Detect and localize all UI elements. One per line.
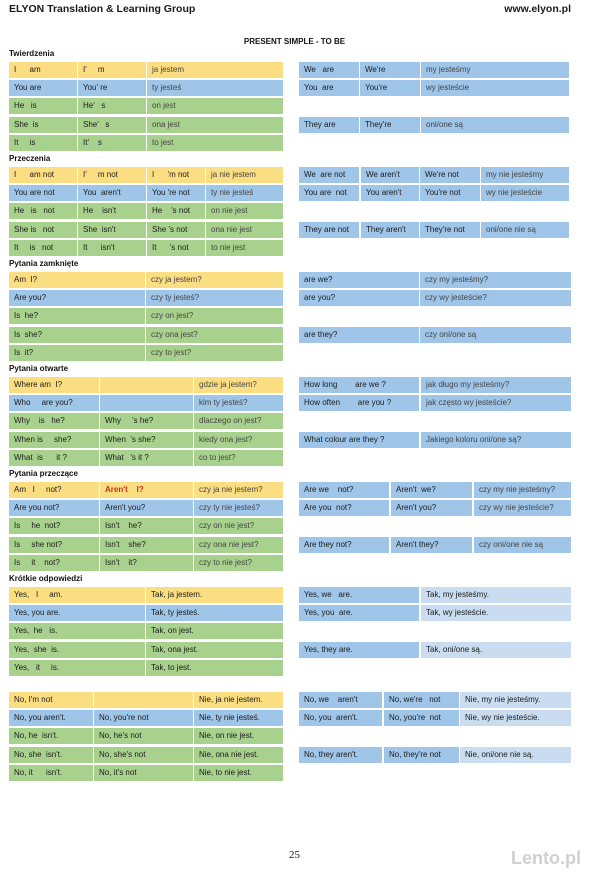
- table-cell: Tak, my jesteśmy.: [421, 587, 571, 603]
- table-cell: He 's not: [147, 203, 205, 219]
- table-cell: Are you not?: [299, 500, 389, 516]
- table-cell: Yes, he is.: [9, 623, 145, 639]
- table-cell: Tak, ja jestem.: [146, 587, 283, 603]
- table-cell: They are not: [299, 222, 359, 238]
- table-cell: czy wy nie jesteście?: [474, 500, 571, 516]
- table-cell: ja nie jestem: [206, 167, 283, 183]
- table-cell: Is he?: [9, 308, 145, 324]
- table-cell: Nie, to nie jest.: [194, 765, 283, 781]
- table-cell: You aren't: [361, 185, 419, 201]
- table-cell: czy to jest?: [146, 345, 283, 361]
- section-przeczenia: Przeczenia: [9, 154, 51, 163]
- section-pytania-przeczace: Pytania przeczące: [9, 469, 78, 478]
- table-cell: Yes, we are.: [299, 587, 419, 603]
- company-name: ELYON Translation & Learning Group: [9, 3, 196, 15]
- table-cell: We aren't: [361, 167, 419, 183]
- section-pytania-otwarte: Pytania otwarte: [9, 364, 69, 373]
- table-cell: We're: [360, 62, 420, 78]
- table-cell: Am I not?: [9, 482, 99, 498]
- table-cell: He isn't: [78, 203, 146, 219]
- table-cell: Are you not?: [9, 500, 99, 516]
- table-cell: Isn't she?: [100, 537, 193, 553]
- table-cell: Is she?: [9, 327, 145, 343]
- table-cell: You aren't: [78, 185, 146, 201]
- table-cell: How long are we ?: [299, 377, 419, 393]
- website-url[interactable]: www.elyon.pl: [504, 3, 571, 15]
- table-cell: ona nie jest: [206, 222, 283, 238]
- table-cell: czy my jesteśmy?: [420, 272, 571, 288]
- table-cell: You are not: [9, 185, 77, 201]
- table-cell: It 's not: [147, 240, 205, 256]
- table-cell: It is: [9, 135, 77, 151]
- page-number: 25: [289, 849, 300, 861]
- table-cell: Nie, oni/one nie są.: [460, 747, 571, 763]
- table-cell: I 'm not: [147, 167, 205, 183]
- table-cell: wy jesteście: [421, 80, 569, 96]
- table-cell: No, it isn't.: [9, 765, 93, 781]
- table-cell: Are they not?: [299, 537, 389, 553]
- table-cell: How often are you ?: [299, 395, 419, 411]
- table-cell: czy ona jest?: [146, 327, 283, 343]
- table-cell: They aren't: [361, 222, 419, 238]
- table-cell: Aren't we?: [391, 482, 472, 498]
- table-cell: We are not: [299, 167, 359, 183]
- table-cell: Is he not?: [9, 518, 99, 534]
- table-cell: I' m not: [78, 167, 146, 183]
- table-cell: Where am I?: [9, 377, 99, 393]
- table-cell: You're: [360, 80, 420, 96]
- table-cell: [100, 395, 193, 411]
- table-cell: oni/one są: [421, 117, 569, 133]
- table-cell: Why 's he?: [100, 413, 193, 429]
- table-cell: Yes, they are.: [299, 642, 419, 658]
- table-cell: No, she isn't.: [9, 747, 93, 763]
- table-cell: She isn't: [78, 222, 146, 238]
- table-cell: Why is he?: [9, 413, 99, 429]
- table-cell: Nie, my nie jesteśmy.: [460, 692, 571, 708]
- table-cell: She 's not: [147, 222, 205, 238]
- table-cell: I am not: [9, 167, 77, 183]
- section-pytania-zamkniete: Pytania zamknięte: [9, 259, 79, 268]
- table-cell: czy ja jestem?: [146, 272, 283, 288]
- table-cell: Yes, I am.: [9, 587, 145, 603]
- table-cell: Am I?: [9, 272, 145, 288]
- table-cell: No, he isn't.: [9, 728, 93, 744]
- table-cell: Nie, on nie jest.: [194, 728, 283, 744]
- table-cell: Yes, you are.: [299, 605, 419, 621]
- table-cell: It' s: [78, 135, 146, 151]
- table-cell: I am: [9, 62, 77, 78]
- table-cell: oni/one nie są: [481, 222, 569, 238]
- table-cell: We are: [299, 62, 359, 78]
- table-cell: You are not: [299, 185, 359, 201]
- table-cell: No, you're not: [384, 710, 459, 726]
- table-cell: No, you aren't.: [299, 710, 382, 726]
- table-cell: No, I'm not: [9, 692, 93, 708]
- table-cell: ty nie jesteś: [206, 185, 283, 201]
- table-cell: wy nie jesteście: [481, 185, 569, 201]
- table-cell: What colour are they ?: [299, 432, 419, 448]
- table-cell: He is: [9, 98, 77, 114]
- table-cell: No, you're not: [94, 710, 193, 726]
- table-cell: They're not: [420, 222, 480, 238]
- table-cell: Are you?: [9, 290, 145, 306]
- table-cell: Nie, wy nie jesteście.: [460, 710, 571, 726]
- table-cell: She' s: [78, 117, 146, 133]
- table-cell: czy ty jesteś?: [146, 290, 283, 306]
- table-cell: [100, 377, 193, 393]
- table-cell: No, they're not: [384, 747, 459, 763]
- table-cell: czy ty nie jesteś?: [194, 500, 283, 516]
- table-cell: Who are you?: [9, 395, 99, 411]
- table-cell: dlaczego on jest?: [194, 413, 283, 429]
- table-cell: Aren't I?: [100, 482, 193, 498]
- table-cell: are you?: [299, 290, 419, 306]
- table-cell: Yes, she is.: [9, 642, 145, 658]
- table-cell: Is it?: [9, 345, 145, 361]
- table-cell: [94, 692, 193, 708]
- table-cell: No, it's not: [94, 765, 193, 781]
- table-cell: ona jest: [147, 117, 283, 133]
- table-cell: Is it not?: [9, 555, 99, 571]
- table-cell: Isn't it?: [100, 555, 193, 571]
- table-cell: I' m: [78, 62, 146, 78]
- table-cell: No, we aren't: [299, 692, 382, 708]
- table-cell: Aren't you?: [100, 500, 193, 516]
- table-cell: Nie, ja nie jestem.: [194, 692, 283, 708]
- table-cell: Tak, to jest.: [146, 660, 283, 676]
- table-cell: czy wy jesteście?: [420, 290, 571, 306]
- table-cell: kiedy ona jest?: [194, 432, 283, 448]
- table-cell: No, he's not: [94, 728, 193, 744]
- table-cell: She is: [9, 117, 77, 133]
- table-cell: kim ty jesteś?: [194, 395, 283, 411]
- table-cell: co to jest?: [194, 450, 283, 466]
- table-cell: czy on jest?: [146, 308, 283, 324]
- table-cell: What is it ?: [9, 450, 99, 466]
- table-cell: It is not: [9, 240, 77, 256]
- table-cell: What 's it ?: [100, 450, 193, 466]
- table-cell: Tak, wy jesteście.: [421, 605, 571, 621]
- section-twierdzenia: Twierdzenia: [9, 49, 55, 58]
- table-cell: jak często wy jesteście?: [421, 395, 571, 411]
- table-cell: gdzie ja jestem?: [194, 377, 283, 393]
- table-cell: my nie jesteśmy: [481, 167, 569, 183]
- table-cell: czy ona nie jest?: [194, 537, 283, 553]
- table-cell: You are: [299, 80, 359, 96]
- table-cell: No, they aren't.: [299, 747, 382, 763]
- table-cell: We're not: [420, 167, 480, 183]
- lento-watermark: Lento.pl: [511, 848, 581, 868]
- table-cell: jak długo my jesteśmy?: [421, 377, 571, 393]
- table-cell: Tak, ona jest.: [146, 642, 283, 658]
- table-cell: Nie, ty nie jesteś.: [194, 710, 283, 726]
- table-cell: Tak, oni/one są.: [421, 642, 571, 658]
- table-cell: Tak, on jest.: [146, 623, 283, 639]
- table-cell: Yes, you are.: [9, 605, 145, 621]
- table-cell: They are: [299, 117, 359, 133]
- table-cell: They're: [360, 117, 420, 133]
- table-cell: Aren't they?: [391, 537, 472, 553]
- table-cell: czy oni/one są: [420, 327, 571, 343]
- table-cell: When is she?: [9, 432, 99, 448]
- table-cell: He is not: [9, 203, 77, 219]
- section-krotkie-odpowiedzi: Krótkie odpowiedzi: [9, 574, 83, 583]
- table-cell: czy on nie jest?: [194, 518, 283, 534]
- table-cell: czy my nie jesteśmy?: [474, 482, 571, 498]
- table-cell: It isn't: [78, 240, 146, 256]
- table-cell: czy ja nie jestem?: [194, 482, 283, 498]
- table-cell: She is not: [9, 222, 77, 238]
- table-cell: czy oni/one nie są: [474, 537, 571, 553]
- table-cell: Jakiego koloru oni/one są?: [421, 432, 571, 448]
- page-title: PRESENT SIMPLE - TO BE: [243, 37, 346, 46]
- table-cell: Nie, ona nie jest.: [194, 747, 283, 763]
- table-cell: to jest: [147, 135, 283, 151]
- table-cell: Is she not?: [9, 537, 99, 553]
- table-cell: No, she's not: [94, 747, 193, 763]
- table-cell: When 's she?: [100, 432, 193, 448]
- table-cell: You are: [9, 80, 77, 96]
- table-cell: czy to nie jest?: [194, 555, 283, 571]
- table-cell: Isn't he?: [100, 518, 193, 534]
- table-cell: to nie jest: [206, 240, 283, 256]
- table-cell: You 're not: [147, 185, 205, 201]
- table-cell: No, you aren't.: [9, 710, 93, 726]
- table-cell: He' s: [78, 98, 146, 114]
- table-cell: Yes, it is.: [9, 660, 145, 676]
- table-cell: You' re: [78, 80, 146, 96]
- table-cell: Are we not?: [299, 482, 389, 498]
- table-cell: No, we're not: [384, 692, 459, 708]
- table-cell: are they?: [299, 327, 419, 343]
- table-cell: ja jestem: [147, 62, 283, 78]
- table-cell: Tak, ty jesteś.: [146, 605, 283, 621]
- table-cell: on nie jest: [206, 203, 283, 219]
- table-cell: my jesteśmy: [421, 62, 569, 78]
- table-cell: are we?: [299, 272, 419, 288]
- table-cell: ty jesteś: [147, 80, 283, 96]
- table-cell: on jest: [147, 98, 283, 114]
- table-cell: Aren't you?: [391, 500, 472, 516]
- table-cell: You're not: [420, 185, 480, 201]
